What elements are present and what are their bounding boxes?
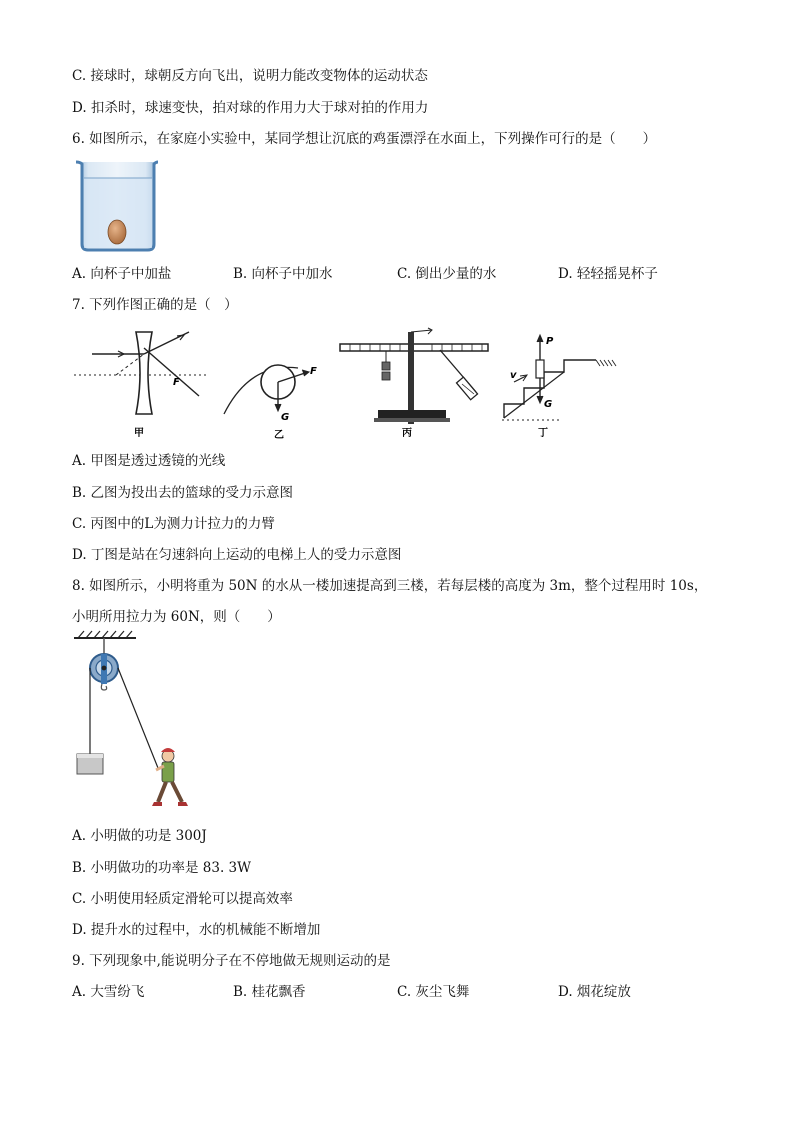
q9-option-c: C. 灰尘飞舞: [397, 984, 470, 1000]
q6-option-b: B. 向杯子中加水: [233, 266, 333, 282]
q8-option-a: A. 小明做的功是 300J: [72, 828, 207, 844]
pulley-figure: [72, 628, 202, 824]
focus-label-f: F: [173, 377, 180, 388]
figure-label-jia: 甲: [134, 428, 144, 439]
figure-jia-lens: [74, 328, 209, 440]
q7-option-d: D. 丁图是站在匀速斜向上运动的电梯上人的受力示意图: [72, 547, 402, 563]
velocity-label-v: v: [510, 370, 517, 381]
q7-stem: 7. 下列作图正确的是（ ）: [72, 297, 238, 313]
q6-stem: 6. 如图所示，在家庭小实验中，某同学想让沉底的鸡蛋漂浮在水面上，下列操作可行的是（ ）: [72, 131, 657, 147]
q8-option-d: D. 提升水的过程中，水的机械能不断增加: [72, 922, 321, 938]
q8-stem-line1: 8. 如图所示，小明将重为 50N 的水从一楼加速提高到三楼，若每层楼的高度为 3m，整个过程用时 10s，: [72, 578, 708, 594]
figure-label-yi: 乙: [274, 430, 284, 441]
q9-option-b: B. 桂花飘香: [233, 984, 306, 1000]
q8-option-c: C. 小明使用轻质定滑轮可以提高效率: [72, 891, 293, 907]
q6-option-d: D. 轻轻摇晃杯子: [558, 266, 658, 282]
figure-bing-lever: [336, 328, 496, 440]
force-label-f: F: [310, 366, 317, 377]
force-label-g1: G: [281, 412, 290, 423]
q5-option-c: C. 接球时，球朝反方向飞出，说明力能改变物体的运动状态: [72, 68, 428, 84]
force-label-p: P: [546, 336, 554, 347]
figure-ding-escalator: [500, 332, 620, 442]
boy-pulling: [152, 748, 188, 806]
q7-option-a: A. 甲图是透过透镜的光线: [72, 453, 226, 469]
q7-option-c: C. 丙图中的L为测力计拉力的力臂: [72, 516, 275, 532]
q9-option-a: A. 大雪纷飞: [72, 984, 145, 1000]
q9-option-d: D. 烟花绽放: [558, 984, 631, 1000]
beaker-egg-figure: [74, 160, 160, 252]
force-label-g2: G: [544, 399, 553, 410]
q5-option-d: D. 扣杀时，球速变快，拍对球的作用力大于球对拍的作用力: [72, 100, 429, 116]
figure-label-ding: 丁: [538, 428, 548, 439]
figure-label-bing: 丙: [402, 428, 412, 439]
q9-stem: 9. 下列现象中,能说明分子在不停地做无规则运动的是: [72, 953, 391, 969]
q8-stem-line2: 小明所用拉力为 60N，则（ ）: [72, 609, 281, 625]
q6-option-c: C. 倒出少量的水: [397, 266, 497, 282]
q6-option-a: A. 向杯子中加盐: [72, 266, 172, 282]
q7-option-b: B. 乙图为投出去的篮球的受力示意图: [72, 485, 294, 501]
figure-yi-basketball: [220, 352, 330, 442]
q8-option-b: B. 小明做功的功率是 83. 3W: [72, 860, 252, 876]
